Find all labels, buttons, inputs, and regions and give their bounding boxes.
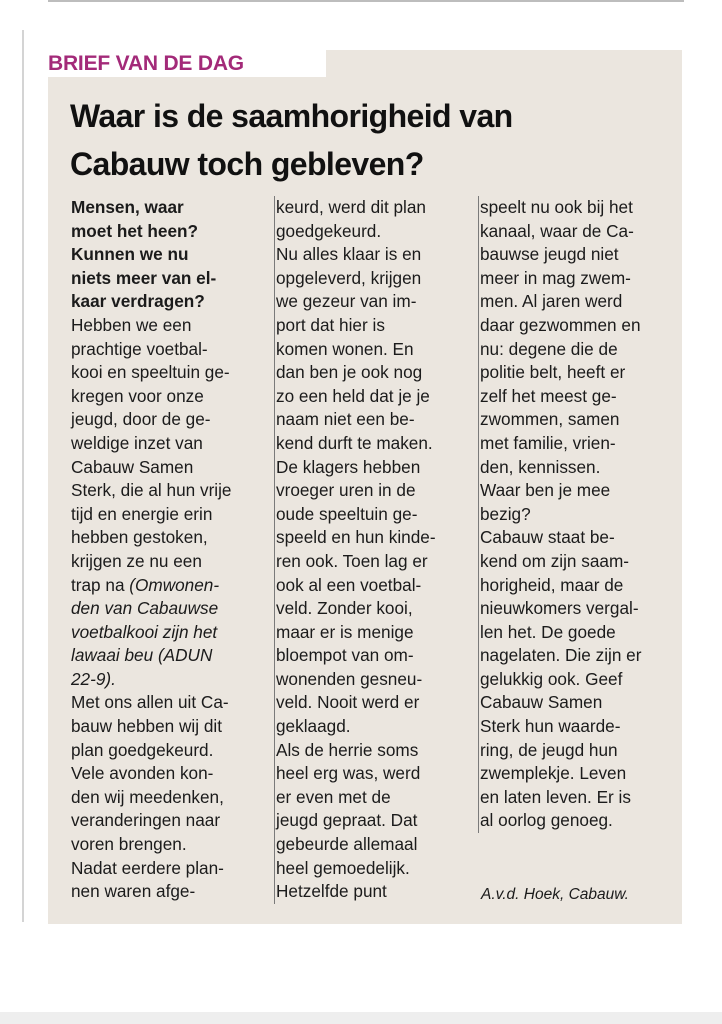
body-line: en laten leven. Er is [480,786,631,807]
body-line: den van Cabauwse [71,598,219,619]
letter-signature: A.v.d. Hoek, Cabauw. [481,886,629,903]
body-line: zo een held dat je je [276,385,430,406]
body-line: goedgekeurd. [276,220,382,241]
body-line: naam niet een be- [276,409,415,430]
body-line: er even met de [276,786,391,807]
body-line: veranderingen naar [71,810,221,831]
body-line: nagelaten. Die zijn er [480,645,642,666]
body-line: nu: degene die de [480,338,618,359]
body-line: Mensen, waar [71,197,184,217]
body-line: veld. Zonder kooi, [276,598,413,619]
body-line: met familie, vrien- [480,432,616,453]
body-line: meer in mag zwem- [480,267,631,288]
body-line: kregen voor onze [71,385,204,406]
left-page-edge [22,30,24,922]
body-line: politie belt, heeft er [480,362,626,383]
body-line: zwommen, samen [480,409,620,430]
body-line: daar gezwommen en [480,314,641,335]
body-line: zelf het meest ge- [480,385,617,406]
body-line: Sterk hun waarde- [480,716,621,737]
body-line: heel erg was, werd [276,763,421,784]
body-line: komen wonen. En [276,338,414,359]
body-line: tijd en energie erin [71,503,213,524]
body-line: bezig? [480,503,531,524]
body-line: den, kennissen. [480,456,601,477]
body-line-plain-part: trap na [71,574,130,595]
body-line: men. Al jaren werd [480,291,623,312]
body-line: kooi en speeltuin ge- [71,362,230,383]
body-line: maar er is menige [276,621,414,642]
body-line: lawaai beu (ADUN [71,645,213,666]
body-line: wonenden gesneu- [276,668,423,689]
section-kicker: BRIEF VAN DE DAG [48,52,244,75]
body-line: Cabauw Samen [71,456,194,477]
text-column-1 [71,196,267,904]
body-line: Als de herrie soms [276,739,419,760]
body-line: jeugd, door de ge- [71,409,211,430]
body-line: voren brengen. [71,834,187,855]
body-line: al oorlog genoeg. [480,810,613,831]
body-line: Nu alles klaar is en [276,244,422,265]
body-line: kend durft te maken. [276,432,433,453]
body-line: Cabauw Samen [480,692,603,713]
body-line: plan goedgekeurd. [71,739,214,760]
body-line: port dat hier is [276,314,385,335]
body-line: niets meer van el- [71,267,217,288]
body-line: den wij meedenken, [71,786,224,807]
body-line [71,574,267,598]
body-line: geklaagd. [276,716,351,737]
body-line: jeugd gepraat. Dat [276,810,418,831]
body-line: ook al een voetbal- [276,574,422,595]
body-line: Hetzelfde punt [276,881,387,902]
body-line: ren ook. Toen lag er [276,550,428,571]
body-line: krijgen ze nu een [71,550,202,571]
body-line: speelt nu ook bij het [480,197,633,217]
body-line: Waar ben je mee [480,480,611,501]
body-line: Hebben we een [71,314,192,335]
body-line: bauwse jeugd niet [480,244,619,265]
body-line: gelukkig ook. Geef [480,668,623,689]
body-line: speeld en hun kinde- [276,527,436,548]
body-line: opgeleverd, krijgen [276,267,422,288]
body-line: Kunnen we nu [71,244,189,265]
body-line: De klagers hebben [276,456,421,477]
body-line: weldige inzet van [71,432,203,453]
body-line: 22-9). [71,668,116,689]
body-line: bauw hebben wij dit [71,716,222,737]
body-line: kanaal, waar de Ca- [480,220,634,241]
body-line: Sterk, die al hun vrije [71,480,232,501]
body-line: horigheid, maar de [480,574,624,595]
body-line: heel gemoedelijk. [276,857,410,878]
body-line: we gezeur van im- [276,291,417,312]
text-column-2 [274,196,468,904]
body-line: Nadat eerdere plan- [71,857,224,878]
text-column-3 [478,196,672,833]
body-line: kend om zijn saam- [480,550,630,571]
body-line: voetbalkooi zijn het [71,621,218,642]
body-line: nen waren afge- [71,881,196,902]
body-line: kaar verdragen? [71,291,205,312]
body-line: Cabauw staat be- [480,527,615,548]
headline-line-1: Waar is de saamhorigheid van [70,98,513,134]
body-line: len het. De goede [480,621,616,642]
headline-line-2: Cabauw toch gebleven? [70,146,424,182]
body-line-italic-part: (Omwonen- [129,574,220,595]
body-line: veld. Nooit werd er [276,692,420,713]
body-line: gebeurde allemaal [276,834,418,855]
body-line: keurd, werd dit plan [276,197,426,217]
body-line: nieuwkomers vergal- [480,598,639,619]
letter-card [48,50,682,924]
body-line: moet het heen? [71,220,199,241]
body-line: oude speeltuin ge- [276,503,418,524]
body-line: Vele avonden kon- [71,763,214,784]
body-line: zwemplekje. Leven [480,763,627,784]
body-line: bloempot van om- [276,645,414,666]
top-divider [48,0,684,2]
body-line: prachtige voetbal- [71,338,208,359]
body-line: ring, de jeugd hun [480,739,618,760]
bottom-band [0,1012,722,1024]
body-line: hebben gestoken, [71,527,208,548]
body-line: Met ons allen uit Ca- [71,692,229,713]
headline [70,92,670,188]
body-line: vroeger uren in de [276,480,416,501]
body-line: dan ben je ook nog [276,362,423,383]
